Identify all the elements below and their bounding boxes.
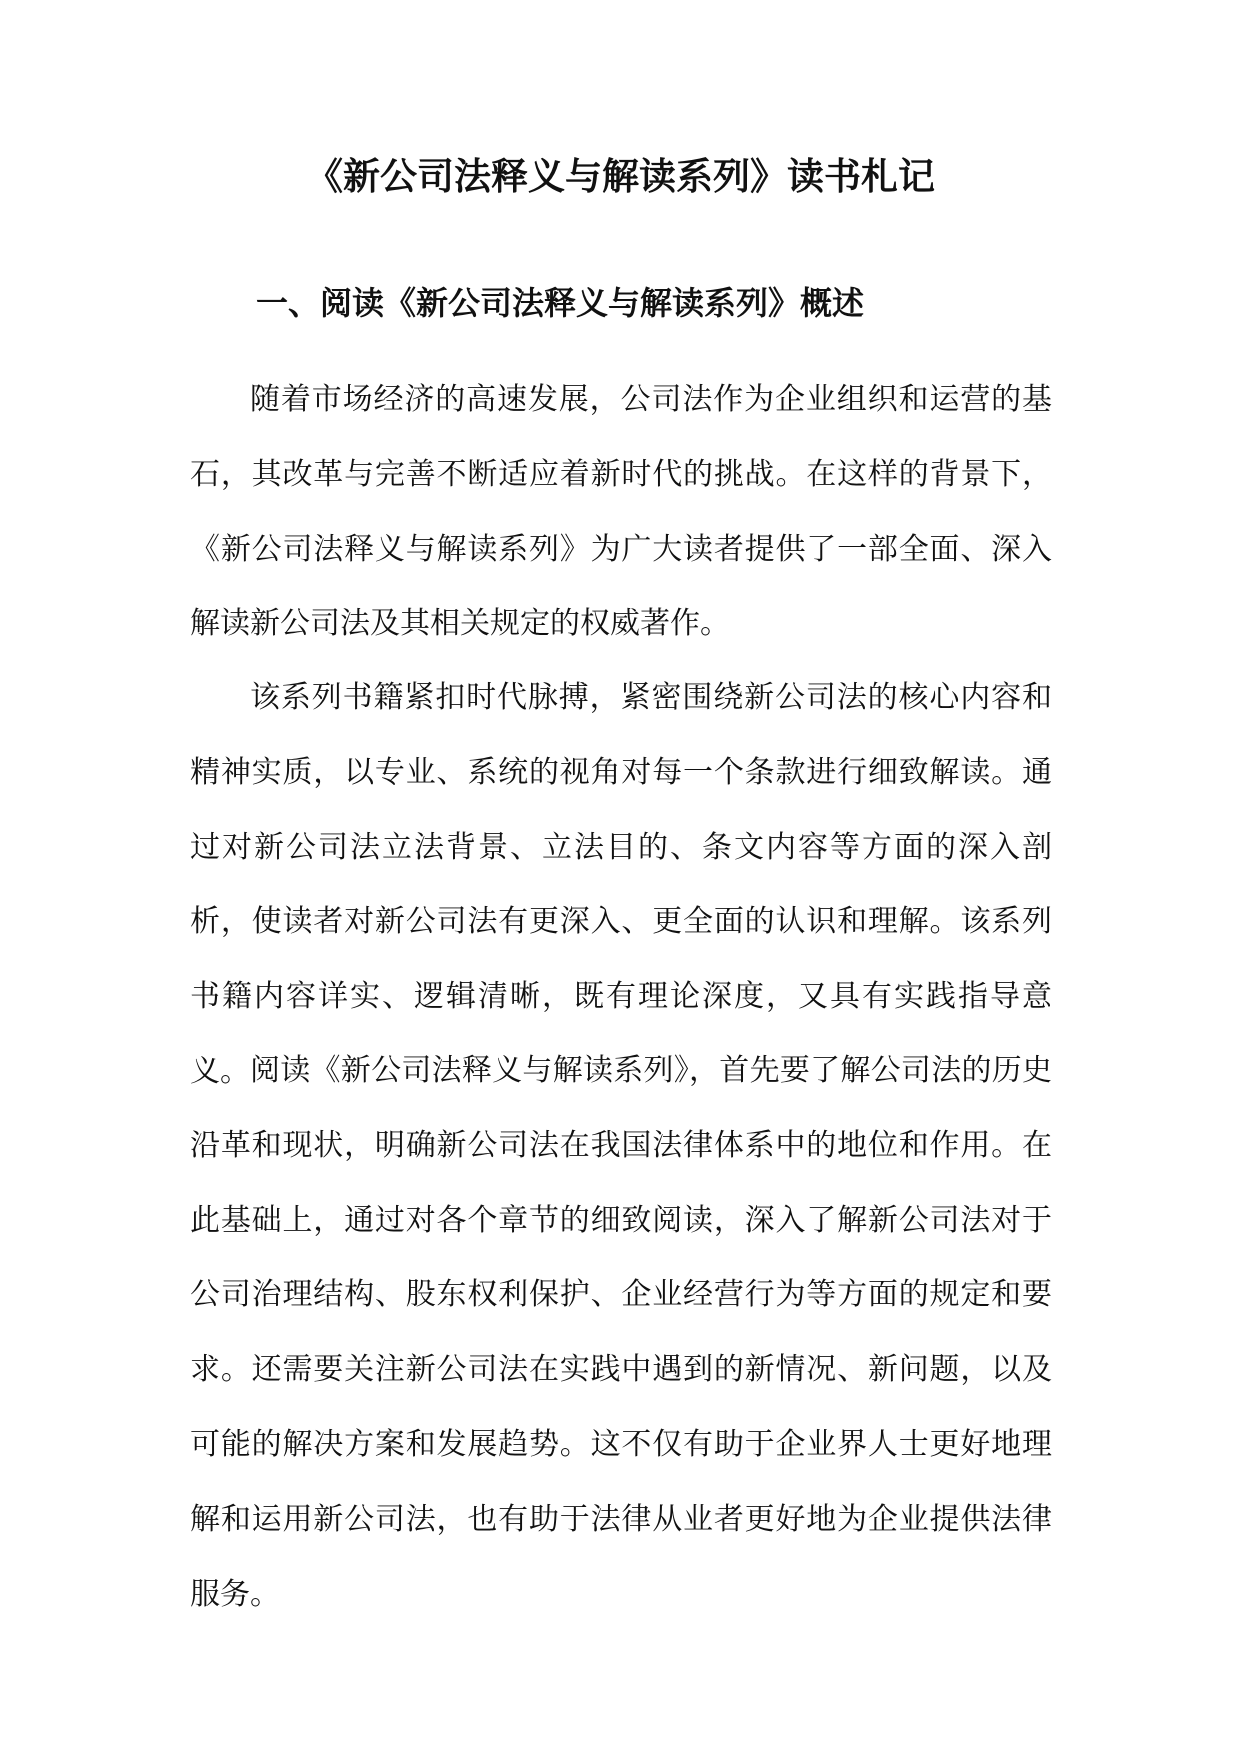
paragraph-3: 阅读《新公司法释义与解读系列》，首先要了解公司法的历史沿革和现状，明确新公司法在我国法律体系中的地位和作用。在此基础上，通过对各个章节的细致阅读，深入了解新公司法对于公司治理结构、股东权利保护、企业经营行为等方面的规定和要求。还需要关注新公司法在实践中遇到的新情况、新问题，以及可能的解决方案和发展趋势。这不仅有助于企业界人士更好地理解和运用新公司法，也有助于法律从业者更好地为企业提供法律服务。 <box>190 1053 1052 1612</box>
section-heading: 一、阅读《新公司法释义与解读系列》概述 <box>256 284 865 322</box>
paragraph-1: 随着市场经济的高速发展，公司法作为企业组织和运营的基石，其改革与完善不断适应着新时代的挑战。在这样的背景下，《新公司法释义与解读系列》为广大读者提供了一部全面、深入解读新公司法及其相关规定的权威著作。 <box>190 382 1052 642</box>
document-title: 《新公司法释义与解读系列》读书札记 <box>306 154 935 198</box>
paragraph-2: 该系列书籍紧扣时代脉搏，紧密围绕新公司法的核心内容和精神实质，以专业、系统的视角对每一个条款进行细致解读。通过对新公司法立法背景、立法目的、条文内容等方面的深入剖析，使读者对新公司法有更深入、更全面的认识和理解。该系列书籍内容详实、逻辑清晰，既有理论深度，又具有实践指导意义。 <box>190 680 1052 1089</box>
